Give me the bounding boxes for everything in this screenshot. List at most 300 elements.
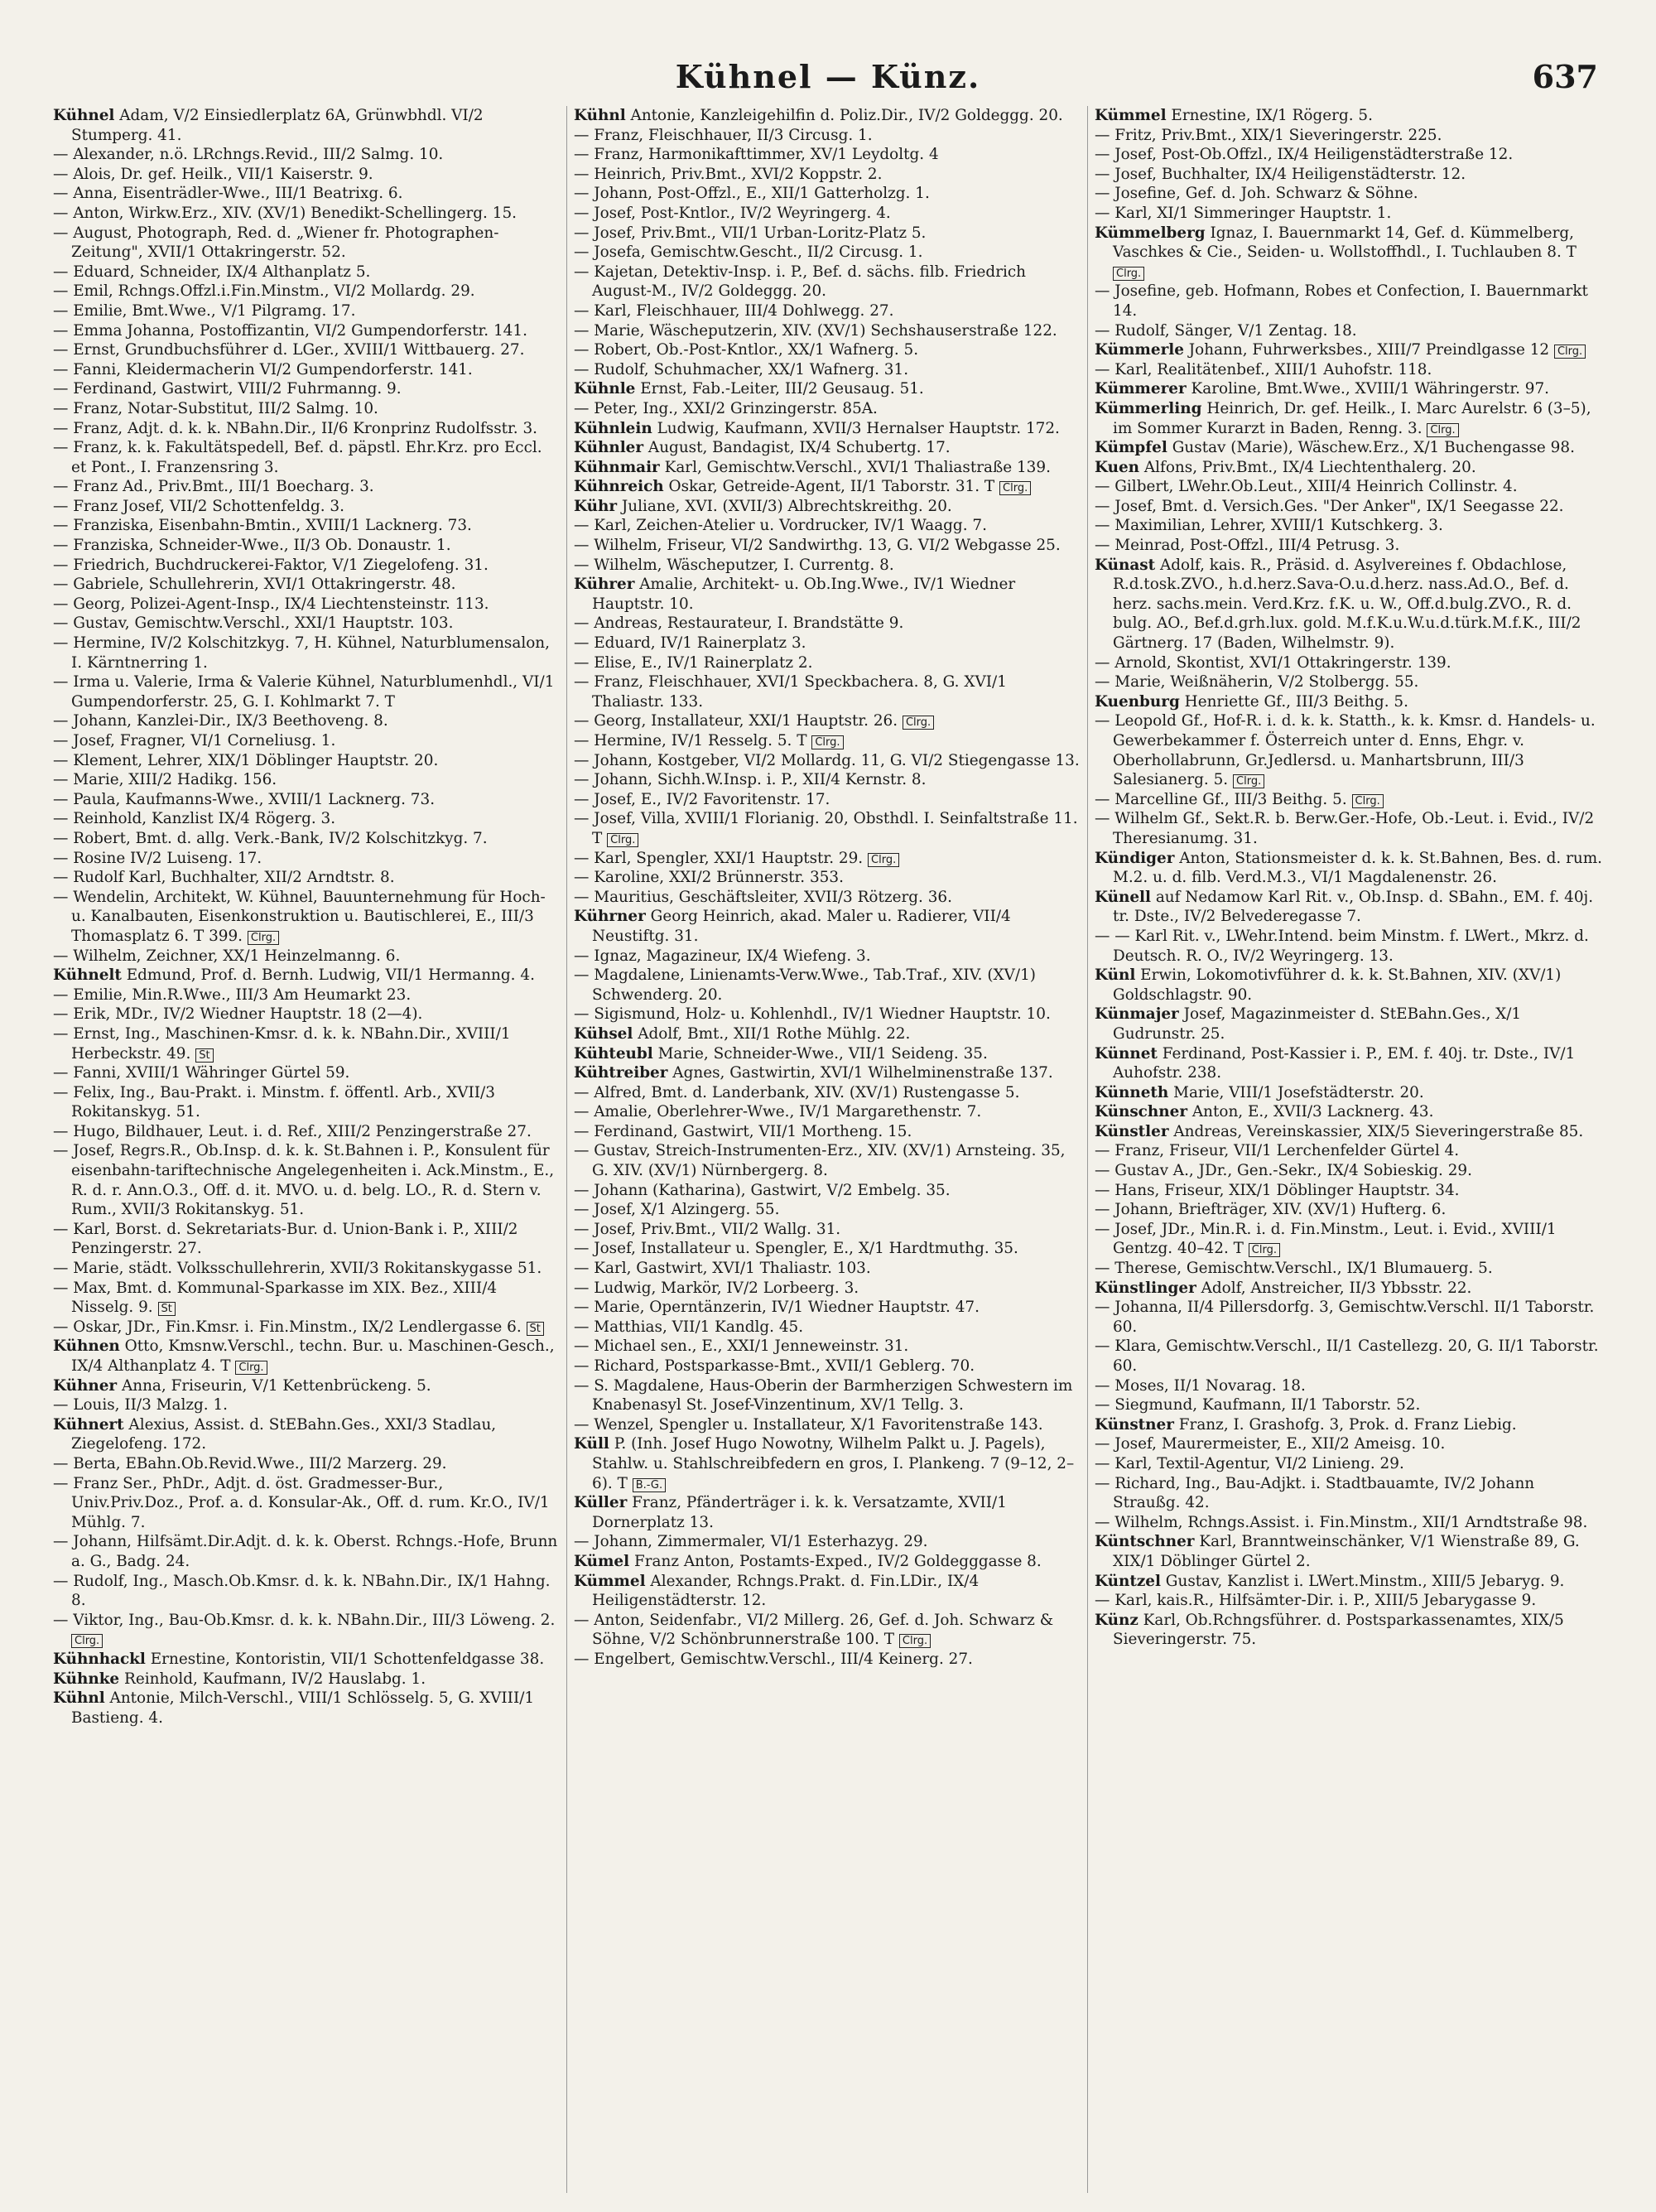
surname-heading: Kühnen	[53, 1337, 120, 1356]
entry-text: Marie, Schneider-Wwe., VII/1 Seideng. 35.	[652, 1044, 988, 1063]
surname-heading: Künstler	[1095, 1122, 1169, 1140]
entry-text: — Josef, Fragner, VI/1 Corneliusg. 1.	[53, 732, 336, 749]
directory-entry	[1095, 1044, 1602, 1083]
directory-entry	[574, 165, 1081, 185]
directory-entry	[574, 1572, 1081, 1611]
directory-entry	[53, 399, 560, 419]
surname-heading: Kuenburg	[1095, 692, 1180, 711]
directory-entry	[1095, 1298, 1602, 1337]
entry-text: — Magdalene, Linienamts-Verw.Wwe., Tab.Traf., XIV. (XV/1) Schwenderg. 20.	[574, 966, 1036, 1004]
entry-text: — Anna, Eisenträdler-Wwe., III/1 Beatrixg. 6.	[53, 185, 403, 203]
entry-text: Anna, Friseurin, V/1 Kettenbrückeng. 5.	[117, 1376, 431, 1395]
registration-badge: Clrg.	[1554, 345, 1586, 359]
directory-entry	[1095, 790, 1602, 810]
entry-text: Adolf, kais. R., Präsid. d. Asylvereines f. Obdachlose, R.d.tosk.ZVO., h.d.herz.Sava-O.u.d.herz. nass.Ad.O., Bef. d. herz. sachs.mein. Verd.Krz. f.K. u. W., Off.d.bulg.ZVO., R. d. bulg. AO., Bef.d.grh.lux. gold. M.f.K.u.W.u.d.türk.M.f.K., III/2 Gärtnerg. 17 (Baden, Wilhelmstr. 9).	[1113, 556, 1581, 653]
directory-entry	[574, 575, 1081, 614]
entry-text: Marie, VIII/1 Josefstädterstr. 20.	[1168, 1083, 1424, 1101]
directory-entry	[53, 1083, 560, 1122]
directory-entry	[574, 1005, 1081, 1024]
entry-text: — Michael sen., E., XXI/1 Jenneweinstr. 31.	[574, 1337, 909, 1356]
entry-text: — Johann, Kostgeber, VI/2 Mollardg. 11, G. VI/2 Stiegengasse 13.	[574, 751, 1080, 769]
entry-text: — Robert, Ob.-Post-Kntlor., XX/1 Wafnerg. 5.	[574, 341, 919, 359]
directory-entry	[53, 1318, 560, 1337]
entry-text: — Karoline, XXI/2 Brünnerstr. 353.	[574, 869, 844, 887]
directory-entry	[574, 614, 1081, 634]
directory-entry	[574, 536, 1081, 556]
entry-text: — Ernst, Grundbuchsführer d. LGer., XVIII/1 Wittbauerg. 27.	[53, 341, 525, 359]
directory-entry	[1095, 556, 1602, 653]
entry-text: — Karl, Spengler, XXI/1 Hauptstr. 29.	[574, 849, 864, 867]
entry-text: — Franz, k. k. Fakultätspedell, Bef. d. päpstl. Ehr.Krz. pro Eccl. et Pont., I. Franzensring 3.	[53, 439, 542, 476]
entry-text: Reinhold, Kaufmann, IV/2 Hauslabg. 1.	[119, 1670, 426, 1688]
entry-text: — Karl, kais.R., Hilfsämter-Dir. i. P., XIII/5 Jebarygasse 9.	[1095, 1592, 1537, 1610]
directory-entry	[53, 770, 560, 790]
directory-entry	[53, 263, 560, 282]
surname-heading: Kuen	[1095, 458, 1140, 476]
entry-text: Josef, Magazinmeister d. StEBahn.Ges., X/1 Gudrunstr. 25.	[1113, 1005, 1522, 1043]
surname-heading: Kühnler	[574, 439, 644, 457]
entry-text: — Ferdinand, Gastwirt, VIII/2 Fuhrmanng. 9.	[53, 380, 402, 398]
entry-text: — Johanna, II/4 Pillersdorfg. 3, Gemischtw.Verschl. II/1 Taborstr. 60.	[1095, 1299, 1595, 1336]
directory-entry	[53, 711, 560, 731]
entry-text: Alexander, Rchngs.Prakt. d. Fin.LDir., IX/4 Heiligenstädterstr. 12.	[592, 1572, 980, 1610]
directory-entry	[53, 849, 560, 869]
entry-text: — Paula, Kaufmanns-Wwe., XVIII/1 Lacknerg. 73.	[53, 790, 436, 808]
entry-text: — Emil, Rchngs.Offzl.i.Fin.Minstm., VI/2 Mollardg. 29.	[53, 282, 475, 301]
entry-text: — Johann, Briefträger, XIV. (XV/1) Hufterg. 6.	[1095, 1201, 1447, 1219]
directory-entry	[1095, 1474, 1602, 1513]
directory-entry	[574, 477, 1081, 497]
directory-entry	[574, 1611, 1081, 1650]
entry-text: — Wilhelm Gf., Sekt.R. b. Berw.Ger.-Hofe, Ob.-Leut. i. Evid., IV/2 Theresianumg. 31.	[1095, 810, 1595, 847]
directory-entry	[574, 243, 1081, 263]
surname-heading: Küller	[574, 1494, 628, 1512]
directory-entry	[1095, 204, 1602, 224]
entry-text: Gustav (Marie), Wäschew.Erz., X/1 Buchengasse 98.	[1167, 439, 1575, 457]
directory-entry	[574, 1415, 1081, 1435]
directory-entry	[53, 1454, 560, 1474]
surname-heading: Künmajer	[1095, 1005, 1179, 1024]
surname-heading: Kühtreiber	[574, 1064, 668, 1082]
entry-text: — S. Magdalene, Haus-Oberin der Barmherzigen Schwestern im Knabenasyl St. Josef-Vinzentinum, XV/1 Tellg. 3.	[574, 1376, 1073, 1414]
directory-entry	[1095, 672, 1602, 692]
surname-heading: Kührner	[574, 908, 646, 926]
column-2	[567, 106, 1088, 2193]
entry-text: — Wenzel, Spengler u. Installateur, X/1 Favoritenstraße 143.	[574, 1415, 1043, 1434]
entry-text: — Franz Ser., PhDr., Adjt. d. öst. Gradmesser-Bur., Univ.Priv.Doz., Prof. a. d. Konsular-Ak., Off. d. rum. Kr.O., IV/1 Mühlg. 7.	[53, 1474, 550, 1531]
surname-heading: Kümmerling	[1095, 399, 1202, 417]
entry-text: — Maximilian, Lehrer, XVIII/1 Kutschkerg. 3.	[1095, 517, 1443, 535]
directory-entry	[574, 731, 1081, 751]
entry-text: — Klement, Lehrer, XIX/1 Döblinger Hauptstr. 20.	[53, 751, 439, 769]
surname-heading: Kümmerer	[1095, 380, 1187, 398]
entry-text: Franz, I. Grashofg. 3, Prok. d. Franz Liebig.	[1173, 1415, 1517, 1434]
directory-entry	[574, 1337, 1081, 1357]
entry-text: — Wilhelm, Wäscheputzer, I. Currentg. 8.	[574, 556, 894, 574]
entry-text: — Sigismund, Holz- u. Kohlenhdl., IV/1 Wiedner Hauptstr. 10.	[574, 1005, 1051, 1024]
entry-text: — Richard, Postsparkasse-Bmt., XVII/1 Geblerg. 70.	[574, 1357, 975, 1375]
directory-entry	[574, 849, 1081, 869]
surname-heading: Kühnreich	[574, 478, 664, 496]
entry-text: Anton, Stationsmeister d. k. k. St.Bahnen, Bes. d. rum. M.2. u. d. filb. Verd.M.3., VI/1 Magdalenenstr. 26.	[1113, 849, 1602, 887]
registration-badge: Clrg.	[1113, 267, 1144, 281]
registration-badge: St	[527, 1322, 544, 1336]
entry-text: — Richard, Ing., Bau-Adjkt. i. Stadtbauamte, IV/2 Johann Straußg. 42.	[1095, 1474, 1535, 1512]
surname-heading: Künl	[1095, 966, 1136, 985]
entry-text: — Emma Johanna, Postoffizantin, VI/2 Gumpendorferstr. 141.	[53, 321, 527, 340]
directory-entry	[1095, 1454, 1602, 1474]
directory-entry	[1095, 321, 1602, 341]
entry-text: — Josefine, Gef. d. Joh. Schwarz & Söhne.	[1095, 185, 1418, 203]
surname-heading: Künschner	[1095, 1103, 1188, 1121]
registration-badge: Clrg.	[71, 1634, 103, 1648]
entry-text: — Johann, Kanzlei-Dir., IX/3 Beethoveng. 8.	[53, 712, 388, 730]
directory-entry	[53, 1572, 560, 1611]
directory-entry	[574, 947, 1081, 966]
directory-entry	[1095, 477, 1602, 497]
directory-entry	[1095, 1415, 1602, 1435]
directory-entry	[1095, 399, 1602, 438]
entry-text: — Peter, Ing., XXI/2 Grinzingerstr. 85A.	[574, 399, 878, 417]
entry-text: — Gustav, Gemischtw.Verschl., XXI/1 Hauptstr. 103.	[53, 614, 454, 633]
entry-text: — Josef, Priv.Bmt., VII/1 Urban-Loritz-Platz 5.	[574, 224, 927, 242]
directory-entry	[53, 731, 560, 751]
entry-text: — Josef, Regrs.R., Ob.Insp. d. k. k. St.Bahnen i. P., Konsulent für eisenbahn-tariftechnische Angelegenheiten i. Ack.Minstm., E., R. d. r. Ann.O.3., Off. d. it. MVO. u. d. belg. LO., R. d. Stern v. Rum., XVII/3 Rokitanskyg. 51.	[53, 1142, 555, 1219]
directory-entry	[574, 1357, 1081, 1376]
directory-entry	[574, 556, 1081, 576]
entry-text: Amalie, Architekt- u. Ob.Ing.Wwe., IV/1 Wiedner Hauptstr. 10.	[592, 576, 1016, 613]
directory-entry	[574, 966, 1081, 1005]
directory-entry	[53, 419, 560, 439]
surname-heading: Kümpfel	[1095, 439, 1167, 457]
entry-text: — Ludwig, Markör, IV/2 Lorbeerg. 3.	[574, 1279, 859, 1297]
directory-entry	[53, 1689, 560, 1728]
entry-text: — Rudolf, Ing., Masch.Ob.Kmsr. d. k. k. NBahn.Dir., IX/1 Hahng. 8.	[53, 1572, 551, 1610]
directory-entry	[53, 1141, 560, 1219]
entry-text: — Franz, Harmonikafttimmer, XV/1 Leydoltg. 4	[574, 146, 939, 164]
entry-text: Karl, Ob.Rchngsführer. d. Postsparkassenamtes, XIX/5 Sieveringerstr. 75.	[1113, 1611, 1564, 1649]
directory-entry	[574, 263, 1081, 301]
entry-text: Anton, E., XVII/3 Lacknerg. 43.	[1187, 1103, 1434, 1121]
surname-heading: Künz	[1095, 1611, 1138, 1629]
entry-text: — Arnold, Skontist, XVI/1 Ottakringerstr. 139.	[1095, 653, 1451, 672]
entry-text: Adam, V/2 Einsiedlerplatz 6A, Grünwbhdl. VI/2 Stumperg. 41.	[71, 107, 484, 144]
entry-text: — Hans, Friseur, XIX/1 Döblinger Hauptstr. 34.	[1095, 1181, 1460, 1199]
directory-entry	[1095, 497, 1602, 517]
entry-text: Ludwig, Kaufmann, XVII/3 Hernalser Hauptstr. 172.	[652, 419, 1060, 437]
directory-entry	[53, 477, 560, 497]
directory-entry	[53, 1005, 560, 1024]
entry-text: Adolf, Anstreicher, II/3 Ybbsstr. 22.	[1196, 1279, 1472, 1297]
entry-text: — Karl, Gastwirt, XVI/1 Thaliastr. 103.	[574, 1260, 871, 1278]
directory-entry	[53, 1611, 560, 1650]
surname-heading: Künneth	[1095, 1083, 1169, 1101]
directory-entry	[1095, 1005, 1602, 1043]
entry-text: — Josef, Villa, XVIII/1 Florianig. 20, Obsthdl. I. Seinfaltstraße 11. T	[574, 810, 1078, 847]
surname-heading: Kühnmair	[574, 458, 660, 476]
entry-text: — Georg, Installateur, XXI/1 Hauptstr. 26.	[574, 712, 898, 730]
registration-badge: St	[195, 1048, 213, 1063]
entry-text: — Franz Josef, VII/2 Schottenfeldg. 3.	[53, 497, 344, 515]
directory-entry	[574, 1102, 1081, 1122]
directory-entry	[574, 809, 1081, 848]
directory-entry	[53, 575, 560, 595]
entry-text: — Erik, MDr., IV/2 Wiedner Hauptstr. 18 (2—4).	[53, 1005, 423, 1024]
entry-text: Adolf, Bmt., XII/1 Rothe Mühlg. 22.	[633, 1024, 911, 1043]
directory-entry	[53, 966, 560, 986]
directory-entry	[53, 1415, 560, 1454]
registration-badge: Clrg.	[1233, 774, 1264, 788]
registration-badge: Clrg.	[248, 931, 279, 945]
entry-text: Alfons, Priv.Bmt., IX/4 Liechtenthalerg. 20.	[1139, 458, 1476, 476]
directory-entry	[1095, 1376, 1602, 1396]
directory-entry	[1095, 1141, 1602, 1161]
directory-entry	[53, 282, 560, 301]
entry-text: — Rosine IV/2 Luiseng. 17.	[53, 849, 262, 867]
directory-entry	[574, 224, 1081, 243]
registration-badge: B.-G.	[633, 1478, 666, 1492]
entry-text: — Anton, Wirkw.Erz., XIV. (XV/1) Benedikt-Schellingerg. 15.	[53, 204, 517, 222]
entry-text: — Gustav, Streich-Instrumenten-Erz., XIV. (XV/1) Arnsteing. 35, G. XIV. (XV/1) Nürnbergerg. 8.	[574, 1142, 1066, 1180]
directory-entry	[1095, 1395, 1602, 1415]
entry-text: — Eduard, IV/1 Rainerplatz 3.	[574, 634, 806, 653]
entry-text: — Johann, Zimmermaler, VI/1 Esterhazyg. 29.	[574, 1533, 928, 1551]
surname-heading: Kühnelt	[53, 966, 122, 985]
directory-entry	[574, 516, 1081, 536]
directory-entry	[53, 536, 560, 556]
entry-text: — Josef, JDr., Min.R. i. d. Fin.Minstm., Leut. i. Evid., XVIII/1 Gentzg. 40–42. T	[1095, 1220, 1557, 1258]
entry-text: — Wilhelm, Zeichner, XX/1 Heinzelmanng. 6.	[53, 947, 401, 965]
entry-text: — Alexander, n.ö. LRchngs.Revid., III/2 Salmg. 10.	[53, 146, 444, 164]
directory-entry	[1095, 711, 1602, 789]
entry-text: — Rudolf, Sänger, V/1 Zentag. 18.	[1095, 321, 1357, 340]
directory-entry	[1095, 1434, 1602, 1454]
directory-entry	[1095, 1591, 1602, 1611]
surname-heading: Kümmelberg	[1095, 224, 1206, 242]
entry-text: — Josef, X/1 Alzingerg. 55.	[574, 1201, 780, 1219]
entry-text: — Franz, Notar-Substitut, III/2 Salmg. 10.	[53, 399, 378, 417]
entry-text: — Marcelline Gf., III/3 Beithg. 5.	[1095, 790, 1347, 808]
directory-entry	[53, 321, 560, 341]
directory-entry	[53, 184, 560, 204]
entry-text: — Josef, Post-Kntlor., IV/2 Weyringerg. 4.	[574, 204, 891, 222]
entry-text: Johann, Fuhrwerksbes., XIII/7 Preindlgasse 12	[1183, 341, 1550, 359]
directory-entry	[1095, 1572, 1602, 1592]
directory-entry	[53, 379, 560, 399]
entry-text: — Viktor, Ing., Bau-Ob.Kmsr. d. k. k. NBahn.Dir., III/3 Löweng. 2.	[53, 1611, 556, 1629]
directory-entry	[53, 1259, 560, 1279]
directory-entry	[53, 888, 560, 947]
directory-entry	[574, 1650, 1081, 1670]
directory-entry	[574, 1298, 1081, 1318]
entry-text: — Karl, XI/1 Simmeringer Hauptstr. 1.	[1095, 204, 1392, 222]
surname-heading: Kühnhackl	[53, 1650, 146, 1668]
page-number: 637	[1532, 58, 1598, 95]
registration-badge: Clrg.	[868, 853, 899, 867]
entry-text: Oskar, Getreide-Agent, II/1 Taborstr. 31. T	[663, 478, 995, 496]
entry-text: auf Nedamow Karl Rit. v., Ob.Insp. d. SBahn., EM. f. 40j. tr. Dste., IV/2 Belvederegasse 7.	[1113, 888, 1594, 926]
directory-entry	[574, 1279, 1081, 1299]
entry-text: — Gilbert, LWehr.Ob.Leut., XIII/4 Heinrich Collinstr. 4.	[1095, 478, 1518, 496]
directory-entry	[574, 458, 1081, 478]
directory-entry	[574, 907, 1081, 946]
entry-text: — Ernst, Ing., Maschinen-Kmsr. d. k. k. NBahn.Dir., XVIII/1 Herbeckstr. 49.	[53, 1024, 511, 1063]
directory-entry	[574, 770, 1081, 790]
directory-entry	[53, 556, 560, 576]
registration-badge: Clrg.	[1427, 423, 1458, 437]
surname-heading: Kühner	[53, 1376, 118, 1395]
entry-text: — Wendelin, Architekt, W. Kühnel, Bauunternehmung für Hoch- u. Kanalbauten, Eisenkonstruktion u. Bautischlerei, E., III/3 Thomasplatz 6. T 399.	[53, 888, 546, 945]
directory-entry	[53, 224, 560, 263]
directory-entry	[53, 1376, 560, 1396]
directory-entry	[574, 634, 1081, 653]
entry-text: — Andreas, Restaurateur, I. Brandstätte 9.	[574, 614, 904, 633]
directory-entry	[1095, 1513, 1602, 1533]
entry-text: — Franziska, Eisenbahn-Bmtin., XVIII/1 Lacknerg. 73.	[53, 517, 472, 535]
surname-heading: Küntzel	[1095, 1572, 1161, 1590]
directory-entry	[1095, 809, 1602, 848]
directory-entry	[574, 1141, 1081, 1180]
entry-text: — Johann, Hilfsämt.Dir.Adjt. d. k. k. Oberst. Rchngs.-Hofe, Brunn a. G., Badg. 24.	[53, 1533, 558, 1570]
directory-entry	[574, 321, 1081, 341]
entry-text: Alexius, Assist. d. StEBahn.Ges., XXI/3 Stadlau, Ziegelofeng. 172.	[71, 1415, 497, 1453]
directory-entry	[1095, 1161, 1602, 1181]
directory-entry	[53, 751, 560, 771]
entry-text: — Franziska, Schneider-Wwe., II/3 Ob. Donaustr. 1.	[53, 537, 451, 555]
entry-text: — Josef, Priv.Bmt., VII/2 Wallg. 31.	[574, 1220, 841, 1238]
entry-text: — Fanni, XVIII/1 Währinger Gürtel 59.	[53, 1064, 350, 1082]
entry-text: — Kajetan, Detektiv-Insp. i. P., Bef. d. sächs. filb. Friedrich August-M., IV/2 Goldeggg. 20.	[574, 263, 1027, 301]
directory-entry	[574, 1083, 1081, 1103]
directory-entry	[53, 301, 560, 321]
surname-heading: Kühr	[574, 497, 618, 515]
entry-text: — Ferdinand, Gastwirt, VII/1 Mortheng. 15.	[574, 1122, 912, 1140]
directory-entry	[1095, 224, 1602, 282]
entry-text: — Wilhelm, Rchngs.Assist. i. Fin.Minstm., XII/1 Arndtstraße 98.	[1095, 1513, 1588, 1531]
directory-entry	[574, 1259, 1081, 1279]
entry-text: — Marie, städt. Volksschullehrerin, XVII/3 Rokitanskygasse 51.	[53, 1260, 542, 1278]
entry-text: — Leopold Gf., Hof-R. i. d. k. k. Statth., k. k. Kmsr. d. Handels- u. Gewerbekammer f. Österreich unter d. Enns, Ehgr. v. Oberhollabrunn, Gr.Jedlersd. u. Manhartsbrunn, III/3 Salesianerg. 5.	[1095, 712, 1596, 789]
directory-entry	[574, 1200, 1081, 1220]
entry-text: — Louis, II/3 Malzg. 1.	[53, 1396, 229, 1414]
entry-text: Agnes, Gastwirtin, XVI/1 Wilhelminenstraße 137.	[667, 1064, 1053, 1082]
directory-entry	[574, 497, 1081, 517]
directory-entry	[53, 497, 560, 517]
directory-entry	[53, 868, 560, 888]
entry-text: — Fritz, Priv.Bmt., XIX/1 Sieveringerstr. 225.	[1095, 126, 1442, 144]
registration-badge: Clrg.	[1352, 794, 1384, 808]
entry-text: — Rudolf, Schuhmacher, XX/1 Wafnerg. 31.	[574, 360, 909, 378]
surname-heading: Kühsel	[574, 1024, 633, 1043]
registration-badge: Clrg.	[903, 716, 934, 730]
directory-entry	[1095, 1220, 1602, 1259]
entry-text: — Karl, Fleischhauer, III/4 Dohlwegg. 27.	[574, 301, 894, 320]
directory-entry	[1095, 1102, 1602, 1122]
page-header	[50, 58, 1606, 108]
surname-heading: Kümmel	[574, 1572, 646, 1590]
entry-text: — Josef, E., IV/2 Favoritenstr. 17.	[574, 790, 830, 808]
columns	[46, 106, 1610, 2193]
directory-entry	[53, 145, 560, 165]
directory-entry	[574, 419, 1081, 439]
entry-text: Georg Heinrich, akad. Maler u. Radierer, VII/4 Neustiftg. 31.	[592, 908, 1011, 945]
surname-heading: Kühnert	[53, 1415, 124, 1434]
entry-text: — Hermine, IV/2 Kolschitzkyg. 7, H. Kühnel, Naturblumensalon, I. Kärntnerring 1.	[53, 634, 550, 672]
directory-entry	[574, 340, 1081, 360]
entry-text: — Franz, Fleischhauer, II/3 Circusg. 1.	[574, 126, 873, 144]
directory-entry	[574, 1220, 1081, 1240]
entry-text: — Engelbert, Gemischtw.Verschl., III/4 Keinerg. 27.	[574, 1650, 973, 1668]
directory-entry	[574, 751, 1081, 771]
directory-entry	[1095, 927, 1602, 966]
directory-entry	[1095, 888, 1602, 927]
entry-text: — Mauritius, Geschäftsleiter, XVII/3 Rötzerg. 36.	[574, 888, 952, 906]
directory-entry	[1095, 1181, 1602, 1201]
directory-entry	[53, 790, 560, 810]
registration-badge: Clrg.	[999, 481, 1031, 495]
entry-text: — Elise, E., IV/1 Rainerplatz 2.	[574, 653, 813, 672]
entry-text: — Wilhelm, Friseur, VI/2 Sandwirthg. 13, G. VI/2 Webgasse 25.	[574, 537, 1061, 555]
entry-text: — Heinrich, Priv.Bmt., XVI/2 Koppstr. 2.	[574, 165, 883, 183]
directory-entry	[574, 1239, 1081, 1259]
entry-text: — Josefa, Gemischtw.Gescht., II/2 Circusg. 1.	[574, 243, 923, 262]
entry-text: — — Karl Rit. v., LWehr.Intend. beim Minstm. f. LWert., Mkrz. d. Deutsch. R. O., IV/2 Weyringerg. 13.	[1095, 927, 1589, 965]
registration-badge: Clrg.	[899, 1634, 931, 1648]
directory-entry	[1095, 360, 1602, 380]
directory-entry	[53, 1063, 560, 1083]
surname-heading: Kümmerle	[1095, 341, 1184, 359]
entry-text: Juliane, XVI. (XVII/3) Albrechtskreithg. 20.	[617, 497, 952, 515]
entry-text: Ferdinand, Post-Kassier i. P., EM. f. 40j. tr. Dste., IV/1 Auhofstr. 238.	[1113, 1044, 1576, 1082]
directory-entry	[53, 516, 560, 536]
entry-text: Ernestine, IX/1 Rögerg. 5.	[1166, 107, 1373, 124]
entry-text: — Felix, Ing., Bau-Prakt. i. Minstm. f. öffentl. Arb., XVII/3 Rokitanskyg. 51.	[53, 1083, 495, 1121]
entry-text: Henriette Gf., III/3 Beithg. 5.	[1179, 692, 1408, 711]
entry-text: — Josef, Maurermeister, E., XII/2 Ameisg. 10.	[1095, 1435, 1446, 1453]
entry-text: — Karl, Realitätenbef., XIII/1 Auhofstr. 118.	[1095, 360, 1432, 378]
entry-text: — Josef, Bmt. d. Versich.Ges. "Der Anker", IX/1 Seegasse 22.	[1095, 497, 1564, 515]
directory-entry	[574, 1063, 1081, 1083]
directory-entry	[53, 340, 560, 360]
entry-text: — Josef, Post-Ob.Offzl., IX/4 Heiligenstädterstraße 12.	[1095, 146, 1514, 164]
directory-entry	[1095, 1337, 1602, 1376]
entry-text: — Marie, XIII/2 Hadikg. 156.	[53, 771, 277, 789]
entry-text: Otto, Kmsnw.Verschl., techn. Bur. u. Maschinen-Gesch., IX/4 Althanplatz 4. T	[71, 1337, 555, 1375]
entry-text: — Johann, Post-Offzl., E., XII/1 Gatterholzg. 1.	[574, 185, 930, 203]
running-head: Kühnel — Künz.	[675, 58, 981, 95]
surname-heading: Künast	[1095, 556, 1156, 574]
directory-entry	[574, 672, 1081, 711]
directory-entry	[1095, 379, 1602, 399]
directory-entry	[53, 672, 560, 711]
entry-text: — Alfred, Bmt. d. Landerbank, XIV. (XV/1) Rustengasse 5.	[574, 1083, 1020, 1101]
directory-entry	[574, 1122, 1081, 1142]
directory-entry	[53, 106, 560, 145]
directory-entry	[53, 614, 560, 634]
surname-heading: Kühnel	[53, 107, 115, 124]
directory-entry	[574, 1181, 1081, 1201]
directory-entry	[574, 1024, 1081, 1044]
entry-text: — Franz, Fleischhauer, XVI/1 Speckbachera. 8, G. XVI/1 Thaliastr. 133.	[574, 673, 1007, 711]
entry-text: Ernst, Fab.-Leiter, III/2 Geusaug. 51.	[635, 380, 924, 398]
directory-entry	[574, 301, 1081, 321]
directory-entry	[574, 1493, 1081, 1532]
entry-text: — Marie, Wäscheputzerin, XIV. (XV/1) Sechshauserstraße 122.	[574, 321, 1057, 340]
column-3	[1088, 106, 1609, 2193]
directory-entry	[1095, 1259, 1602, 1279]
entry-text: — Karl, Zeichen-Atelier u. Vordrucker, IV/1 Waagg. 7.	[574, 517, 987, 535]
registration-badge: Clrg.	[811, 735, 843, 749]
